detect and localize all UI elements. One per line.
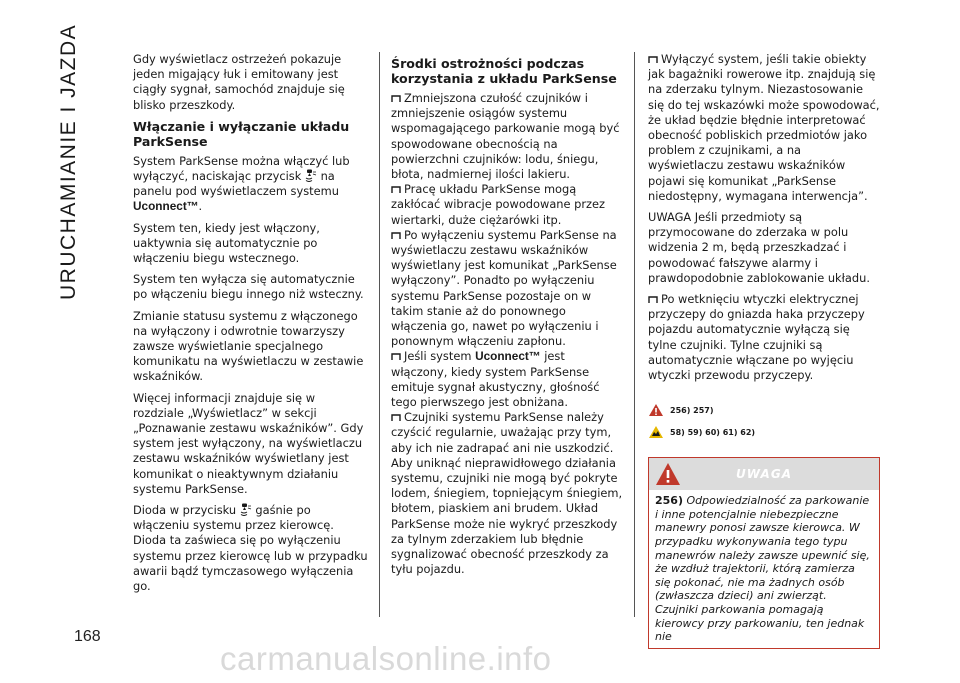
danger-warning-icon <box>648 403 664 417</box>
text: Wyłączyć system, jeśli takie obiekty jak bagażniki rowerowe itp. znajdują się na zderzaku tylnym. Niezastosowanie się do tej wskazówki może spowodować, że układ będzie błędnie interpretować obecność pobliskich przedmiotów jako problem z czujnikami, a na wyświetlaczu zestawu wskaźników pojawi się komunikat „ParkSense niedostępny, wymagana interwencja”. <box>648 52 880 203</box>
bullet-icon <box>391 414 401 422</box>
bullet-item <box>391 182 623 228</box>
column-3 <box>648 52 880 649</box>
bullet-item <box>391 349 623 410</box>
parksense-button-icon <box>240 503 252 516</box>
bullet-item <box>391 228 623 350</box>
bullet-item <box>391 91 623 182</box>
paragraph: Więcej informacji znajduje się w rozdziale „Wyświetlacz” w sekcji „Poznawanie zestawu wskaźników”. Gdy system jest wyłączony, na wyświetlaczu zestawu wskaźników wyświetlany jest komunikat o nieaktywnym działaniu systemu ParkSense. <box>133 390 364 496</box>
section-heading: Środki ostrożności podczas korzystania z układu ParkSense <box>391 56 617 86</box>
bullet-icon <box>648 56 658 64</box>
danger-warning-icon <box>655 462 681 486</box>
danger-reference-numbers: 256) 257) <box>670 405 714 415</box>
text: Po wetknięciu wtyczki elektrycznej przyczepy do gniazda haka przyczepy pojazdu automatycznie wyłączą się tylne czujniki. Tylne czujniki są automatycznie włączane po wyjęciu wtyczki przewodu przyczepy. <box>648 292 865 383</box>
bullet-item <box>391 410 623 577</box>
bullet-icon <box>391 95 401 103</box>
parksense-button-icon <box>305 169 317 182</box>
brand-name: Uconnect™ <box>475 349 541 364</box>
section-heading: Włączanie i wyłączanie układu ParkSense <box>133 118 350 149</box>
paragraph <box>133 503 369 594</box>
intro-paragraph: Gdy wyświetlacz ostrzeżeń pokazuje jeden migający łuk i emitowany jest ciągły sygnał, samochód znajduje się blisko przeszkody. <box>133 52 345 112</box>
text: Dioda w przycisku <box>133 503 237 518</box>
warning-header <box>649 458 879 490</box>
column-2 <box>391 52 623 578</box>
warning-text: Odpowiedzialność za parkowanie i inne potencjalnie niebezpieczne manewry ponosi zawsze kierowca. W przypadku wykonywania tego typu manewrów należy zawsze upewnić się, że wzdłuż trajektorii, którą zamierza się pokonać, nie ma żadnych osób (zwłaszcza dzieci) ani zwierząt. Czujniki parkowania pomagają kierowcy przy parkowaniu, ten jednak nie <box>655 494 870 644</box>
caution-reference-numbers: 58) 59) 60) 61) 62) <box>670 427 756 437</box>
text: . <box>198 199 203 214</box>
column-divider <box>634 52 635 617</box>
bullet-icon <box>391 232 401 240</box>
chapter-title: URUCHAMIANIE I JAZDA <box>57 23 80 300</box>
text: gaśnie po włączeniu systemu przez kierowcę. Dioda ta zaświeca się po wyłączeniu systemu przez kierowcę lub w przypadku awarii bądź tymczasowego wyłączenia go. <box>133 503 368 594</box>
warning-box <box>648 457 880 649</box>
note-paragraph: UWAGA Jeśli przedmioty są przymocowane do zderzaka w polu widzenia 2 m, będą przeszkadzać i powodować fałszywe alarmy i prawdopodobnie zablokowanie układu. <box>648 210 870 285</box>
column-1 <box>133 52 369 600</box>
warning-body <box>649 490 879 648</box>
watermark: carmanualsonline.info <box>220 640 552 677</box>
text: System ParkSense można włączyć lub wyłączyć, naciskając przycisk <box>133 153 350 184</box>
text: Pracę układu ParkSense mogą zakłócać wibracje powodowane przez wiertarki, duże ciężarówki itp. <box>391 182 606 227</box>
text: Zmniejszona czułość czujników i zmniejszenie osiągów systemu wspomagającego parkowanie mogą być spowodowane obecnością na powierzchni czujników: lodu, śniegu, błota, nadmiernej ilości lakieru. <box>391 91 620 182</box>
text: jest włączony, kiedy system ParkSense emituje sygnał akustyczny, głośność tego pierwszego jest obniżana. <box>391 349 600 410</box>
paragraph: System ten wyłącza się automatycznie po włączeniu biegu innego niż wsteczny. <box>133 272 364 302</box>
text: Po wyłączeniu systemu ParkSense na wyświetlaczu zestawu wskaźników wyświetlany jest komunikat „ParkSense wyłączony”. Ponadto po wyłączeniu systemu ParkSense pozostaje on w takim stanie aż do ponownego włączenia go, nawet po wyłączeniu i ponownym włączeniu zapłonu. <box>391 227 617 349</box>
paragraph: System ten, kiedy jest włączony, uaktywnia się automatycznie po włączeniu biegu wstecznego. <box>133 220 320 266</box>
bullet-item <box>648 292 880 383</box>
page-number: 168 <box>74 628 101 645</box>
bullet-icon <box>391 353 401 361</box>
text: na panelu pod wyświetlaczem systemu <box>133 169 339 199</box>
caution-references <box>648 421 880 443</box>
bullet-icon <box>648 296 658 304</box>
text: Jeśli system <box>404 349 472 364</box>
paragraph <box>133 154 369 215</box>
warning-title: UWAGA <box>736 466 792 481</box>
caution-warning-icon <box>648 425 664 439</box>
paragraph: Zmianie statusu systemu z włączonego na wyłączony i odwrotnie towarzyszy zawsze wyświetlanie specjalnego komunikatu na wyświetlaczu w zestawie wskaźników. <box>133 308 364 384</box>
warning-number: 256) <box>655 494 683 508</box>
bullet-item <box>648 52 880 204</box>
column-divider <box>379 52 380 617</box>
danger-references <box>648 399 880 421</box>
brand-name: Uconnect™ <box>133 199 199 214</box>
reference-list <box>648 399 880 443</box>
text: Czujniki systemu ParkSense należy czyścić regularnie, uważając przy tym, aby ich nie zadrapać ani nie uszkodzić. Aby uniknąć nieprawidłowego działania systemu, czujniki nie mogą być pokryte lodem, śniegiem, topniejącym śniegiem, błotem, piaskiem ani brudem. Układ ParkSense może nie wykryć przeszkody za tylnym zderzakiem lub błędnie sygnalizować obecność przeszkody za tyłu pojazdu. <box>391 410 623 577</box>
bullet-icon <box>391 186 401 194</box>
